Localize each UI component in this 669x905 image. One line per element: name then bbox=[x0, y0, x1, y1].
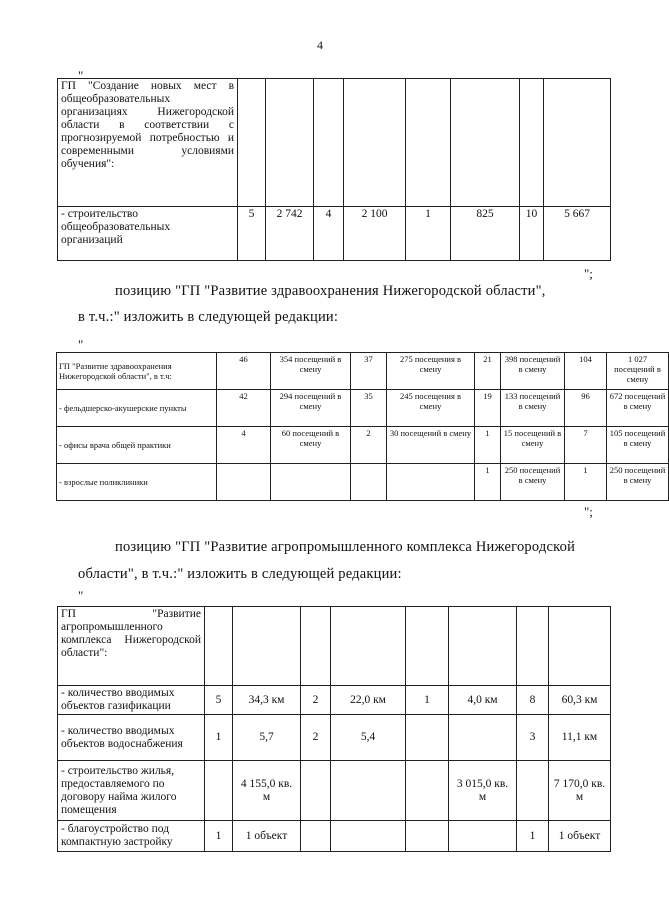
value-cell: 96 bbox=[565, 390, 607, 427]
value-cell: 60,3 км bbox=[549, 686, 611, 715]
value-cell: 275 посещения в смену bbox=[387, 353, 475, 390]
closing-quote: "; bbox=[584, 504, 593, 519]
value-cell: 1 bbox=[475, 464, 501, 501]
row-label: - благоустройство под компактную застройку bbox=[58, 821, 205, 852]
row-label: - строительство жилья, предоставляемого по договору найма жилого помещения bbox=[58, 761, 205, 821]
opening-quote: " bbox=[78, 588, 84, 603]
value-cell bbox=[406, 761, 449, 821]
paragraph-line: области", в т.ч.:" изложить в следующей редакции: bbox=[78, 566, 402, 582]
value-cell: 398 посещений в смену bbox=[501, 353, 565, 390]
value-cell: 4 155,0 кв. м bbox=[233, 761, 301, 821]
value-cell: 1 bbox=[205, 821, 233, 852]
value-cell bbox=[517, 761, 549, 821]
value-cell: 105 посещений в смену bbox=[607, 427, 669, 464]
value-cell: 5 bbox=[238, 207, 266, 261]
table-row bbox=[58, 821, 611, 852]
value-cell: 250 посещений в смену bbox=[607, 464, 669, 501]
value-cell: 8 bbox=[517, 686, 549, 715]
value-cell bbox=[449, 715, 517, 761]
value-cell: 7 170,0 кв. м bbox=[549, 761, 611, 821]
value-cell: 294 посещений в смену bbox=[271, 390, 351, 427]
value-cell bbox=[351, 464, 387, 501]
value-cell bbox=[301, 821, 331, 852]
row-label: ГП "Развитие здравоохранения Нижегородской области", в т.ч: bbox=[57, 353, 217, 390]
value-cell: 1 bbox=[475, 427, 501, 464]
value-cell bbox=[331, 761, 406, 821]
value-cell: 1 объект bbox=[233, 821, 301, 852]
value-cell: 104 bbox=[565, 353, 607, 390]
value-cell: 2 bbox=[301, 686, 331, 715]
row-label: - количество вводимых объектов газификации bbox=[58, 686, 205, 715]
value-cell: 245 посещения в смену bbox=[387, 390, 475, 427]
value-cell: 1 027 посещений в смену bbox=[607, 353, 669, 390]
value-cell: 1 bbox=[406, 207, 451, 261]
value-cell: 2 742 bbox=[266, 207, 314, 261]
value-cell: 250 посещений в смену bbox=[501, 464, 565, 501]
table-row bbox=[57, 464, 669, 501]
value-cell: 1 bbox=[565, 464, 607, 501]
closing-quote: "; bbox=[584, 266, 593, 281]
value-cell: 2 bbox=[301, 715, 331, 761]
value-cell: 10 bbox=[520, 207, 544, 261]
value-cell bbox=[217, 464, 271, 501]
table-row bbox=[58, 607, 611, 686]
value-cell: 3 bbox=[517, 715, 549, 761]
agro-table bbox=[57, 606, 611, 852]
value-cell bbox=[205, 761, 233, 821]
paragraph-line: позицию "ГП "Развитие здравоохранения Нижегородской области", bbox=[115, 283, 546, 299]
value-cell: 2 bbox=[351, 427, 387, 464]
table-row bbox=[58, 686, 611, 715]
value-cell: 825 bbox=[451, 207, 520, 261]
value-cell: 1 bbox=[517, 821, 549, 852]
page-number: 4 bbox=[317, 38, 323, 52]
value-cell: 7 bbox=[565, 427, 607, 464]
value-cell: 1 bbox=[205, 715, 233, 761]
value-cell: 46 bbox=[217, 353, 271, 390]
value-cell: 3 015,0 кв. м bbox=[449, 761, 517, 821]
row-label: - фельдшерско-акушерские пункты bbox=[57, 390, 217, 427]
table-row bbox=[57, 390, 669, 427]
row-label: - количество вводимых объектов водоснабжения bbox=[58, 715, 205, 761]
value-cell: 34,3 км bbox=[233, 686, 301, 715]
value-cell: 11,1 км bbox=[549, 715, 611, 761]
program-header-cell: ГП "Развитие агропромышленного комплекса Нижегородской области": bbox=[58, 607, 205, 686]
value-cell: 5,4 bbox=[331, 715, 406, 761]
value-cell bbox=[331, 821, 406, 852]
row-label: - строительство общеобразовательных организаций bbox=[58, 207, 238, 261]
paragraph-line: в т.ч.:" изложить в следующей редакции: bbox=[78, 309, 339, 325]
row-label: - офисы врача общей практики bbox=[57, 427, 217, 464]
value-cell: 22,0 км bbox=[331, 686, 406, 715]
value-cell bbox=[271, 464, 351, 501]
value-cell: 5 bbox=[205, 686, 233, 715]
row-label: - взрослые поликлиники bbox=[57, 464, 217, 501]
value-cell bbox=[406, 715, 449, 761]
table-row bbox=[57, 427, 669, 464]
value-cell: 1 bbox=[406, 686, 449, 715]
value-cell: 5 667 bbox=[544, 207, 611, 261]
value-cell: 354 посещений в смену bbox=[271, 353, 351, 390]
value-cell: 672 посещений в смену bbox=[607, 390, 669, 427]
table-row bbox=[58, 79, 611, 207]
value-cell bbox=[406, 821, 449, 852]
table-row bbox=[57, 353, 669, 390]
table-row bbox=[58, 715, 611, 761]
value-cell: 4 bbox=[314, 207, 344, 261]
value-cell: 35 bbox=[351, 390, 387, 427]
value-cell: 15 посещений в смену bbox=[501, 427, 565, 464]
opening-quote: " bbox=[78, 68, 84, 83]
program-header-cell: ГП "Создание новых мест в общеобразовательных организациях Нижегородской области в соответствии с прогнозируемой потребностью и современными условиями обучения": bbox=[58, 79, 238, 207]
value-cell: 133 посещений в смену bbox=[501, 390, 565, 427]
education-table bbox=[57, 78, 611, 261]
value-cell bbox=[387, 464, 475, 501]
table-row bbox=[58, 207, 611, 261]
value-cell: 60 посещений в смену bbox=[271, 427, 351, 464]
value-cell: 21 bbox=[475, 353, 501, 390]
value-cell: 30 посещений в смену bbox=[387, 427, 475, 464]
opening-quote: " bbox=[78, 337, 84, 352]
value-cell bbox=[449, 821, 517, 852]
value-cell: 5,7 bbox=[233, 715, 301, 761]
value-cell: 19 bbox=[475, 390, 501, 427]
paragraph-line: позицию "ГП "Развитие агропромышленного комплекса Нижегородской bbox=[115, 539, 576, 555]
value-cell: 1 объект bbox=[549, 821, 611, 852]
value-cell: 37 bbox=[351, 353, 387, 390]
value-cell bbox=[301, 761, 331, 821]
value-cell: 42 bbox=[217, 390, 271, 427]
value-cell: 4,0 км bbox=[449, 686, 517, 715]
value-cell: 4 bbox=[217, 427, 271, 464]
value-cell: 2 100 bbox=[344, 207, 406, 261]
table-row bbox=[58, 761, 611, 821]
health-table bbox=[56, 352, 669, 501]
